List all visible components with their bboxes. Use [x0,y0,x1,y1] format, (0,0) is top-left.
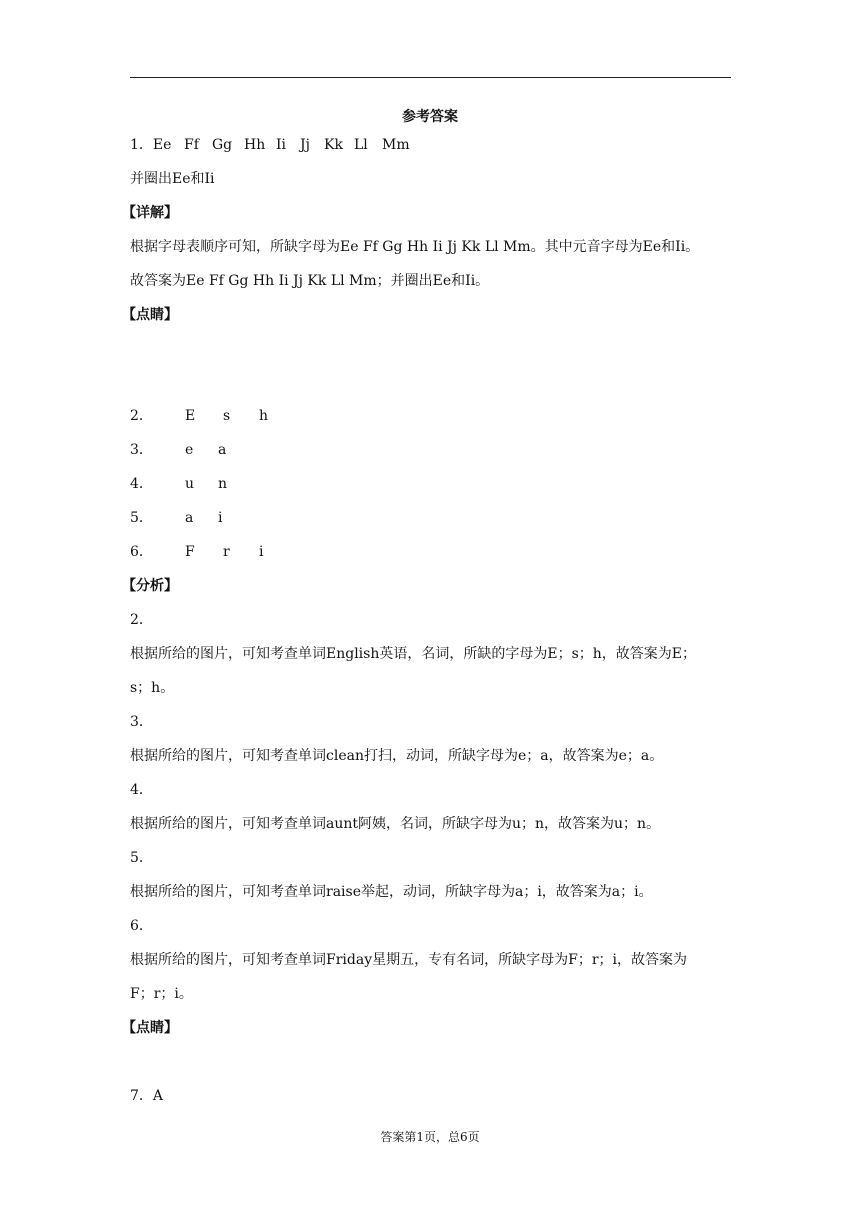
analysis-text: 根据所给的图片，可知考查单词Friday星期五，专有名词，所缺字母为F；r；i，故答案为 [130,952,687,968]
answer-number: 2． [130,408,153,424]
answer-number: 3． [130,442,153,458]
q1-detail-line2: 故答案为Ee Ff Gg Hh Ii Jj Kk Ll Mm；并圈出Ee和Ii。 [130,273,490,289]
analysis-text: s；h。 [130,680,175,696]
q1-letter: Gg [212,137,233,153]
q1-letter: Ii [276,137,287,153]
q1-letter: 1．Ee [130,137,172,153]
answer-letter: h [259,408,269,424]
answer-letter: r [223,544,230,560]
q1-letter: Kk [324,137,343,153]
page-title: 参考答案 [402,109,458,125]
analysis-number: 3． [130,714,153,730]
answer-letter: a [185,510,194,526]
tip-label: 【点睛】 [122,1020,178,1036]
analysis-number: 6． [130,918,153,934]
q1-detail-line1: 根据字母表顺序可知，所缺字母为Ee Ff Gg Hh Ii Jj Kk Ll Mm。其中元音字母为Ee和Ii。 [130,239,700,255]
q1-letter: Mm [382,137,410,153]
answer-letter: e [185,442,194,458]
q7-answer: 7．A [130,1088,164,1104]
answer-row [130,509,222,527]
answer-letter: a [218,442,227,458]
answer-letter: n [218,476,228,492]
analysis-number: 2． [130,612,153,628]
analysis-label: 【分析】 [122,578,178,594]
q1-detail-label: 【详解】 [122,205,178,221]
analysis-text: F；r；i。 [130,986,193,1002]
analysis-text: 根据所给的图片，可知考查单词aunt阿姨，名词，所缺字母为u；n，故答案为u；n。 [130,816,661,832]
answer-row [130,475,227,493]
q1-letters [130,136,410,154]
analysis-number: 4． [130,782,153,798]
answer-number: 4． [130,476,153,492]
answer-row [130,441,226,459]
analysis-text: 根据所给的图片，可知考查单词clean打扫，动词，所缺字母为e；a，故答案为e；a。 [130,748,664,764]
q1-circle-note: 并圈出Ee和Ii [130,171,215,187]
answer-row [130,407,268,425]
answer-letter: E [185,408,196,424]
q1-letter: Ll [354,137,368,153]
answer-number: 5． [130,510,153,526]
analysis-number: 5． [130,850,153,866]
page-footer: 答案第1页，总6页 [380,1130,480,1144]
q1-letter: Ff [184,137,199,153]
header-rule [130,77,731,78]
answer-letter: u [185,476,195,492]
q1-letter: Hh [244,137,266,153]
answer-letter: s [223,408,231,424]
answer-letter: F [185,544,195,560]
answer-letter: i [259,544,264,560]
analysis-text: 根据所给的图片，可知考查单词raise举起，动词，所缺字母为a；i，故答案为a；i。 [130,884,653,900]
answer-row [130,543,263,561]
analysis-text: 根据所给的图片，可知考查单词English英语，名词，所缺的字母为E；s；h，故答案为E； [130,646,696,662]
answer-number: 6． [130,544,153,560]
q1-letter: Jj [300,137,310,153]
q1-tip-label: 【点睛】 [122,307,178,323]
answer-letter: i [218,510,223,526]
